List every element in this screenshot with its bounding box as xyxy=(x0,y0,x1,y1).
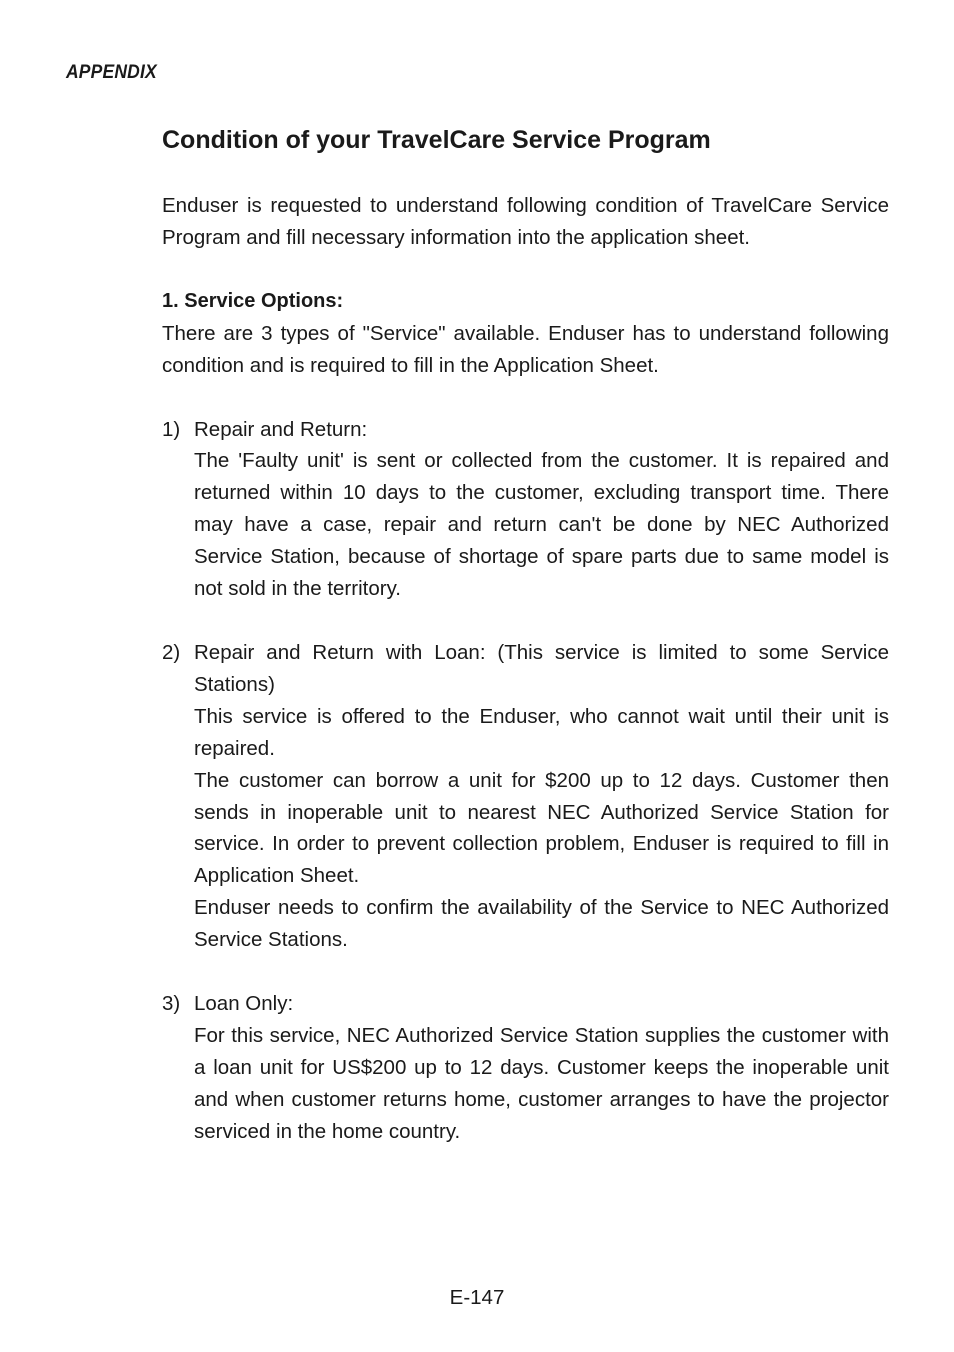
document-body xyxy=(162,124,889,1148)
item-title: Repair and Return with Loan: (This service is limited to some Service Stations) xyxy=(194,640,889,696)
service-option-item xyxy=(162,637,889,956)
section-label: APPENDIX xyxy=(66,62,157,83)
item-paragraph: The 'Faulty unit' is sent or collected from the customer. It is repaired and returned within 10 days to the customer, excluding transport time. There may have a case, repair and return can't be done by NEC Authorized Service Station, because of shortage of spare parts due to same model is not sold in the territory. xyxy=(194,449,889,601)
item-title: Loan Only: xyxy=(194,992,294,1016)
item-title: Repair and Return: xyxy=(194,417,368,441)
item-paragraph: Enduser needs to confirm the availability of the Service to NEC Authorized Service Stations. xyxy=(194,896,889,952)
item-number: 2) xyxy=(162,640,181,664)
item-paragraph: The customer can borrow a unit for $200 up to 12 days. Customer then sends in inoperable unit to nearest NEC Authorized Service Station for service. In order to prevent collection problem, Enduser is required to fill in Application Sheet. xyxy=(194,768,889,888)
page-title: Condition of your TravelCare Service Program xyxy=(162,126,711,154)
intro-paragraph: Enduser is requested to understand following condition of TravelCare Service Program and fill necessary information into the application sheet. xyxy=(162,194,889,249)
service-options-intro: There are 3 types of "Service" available. Enduser has to understand following condition and is required to fill in the Application Sheet. xyxy=(162,321,889,377)
page-number: E-147 xyxy=(449,1286,505,1309)
service-options-heading: 1. Service Options: xyxy=(162,289,344,312)
item-paragraph: For this service, NEC Authorized Service Station supplies the customer with a loan unit for US$200 up to 12 days. Customer keeps the inoperable unit and when customer returns home, customer arranges to have the projector serviced in the home country. xyxy=(194,1023,889,1143)
service-option-item xyxy=(162,988,889,1148)
service-option-item xyxy=(162,414,889,605)
item-number: 3) xyxy=(162,992,181,1016)
item-number: 1) xyxy=(162,417,181,441)
item-paragraph: This service is offered to the Enduser, who cannot wait until their unit is repaired. xyxy=(194,704,889,760)
